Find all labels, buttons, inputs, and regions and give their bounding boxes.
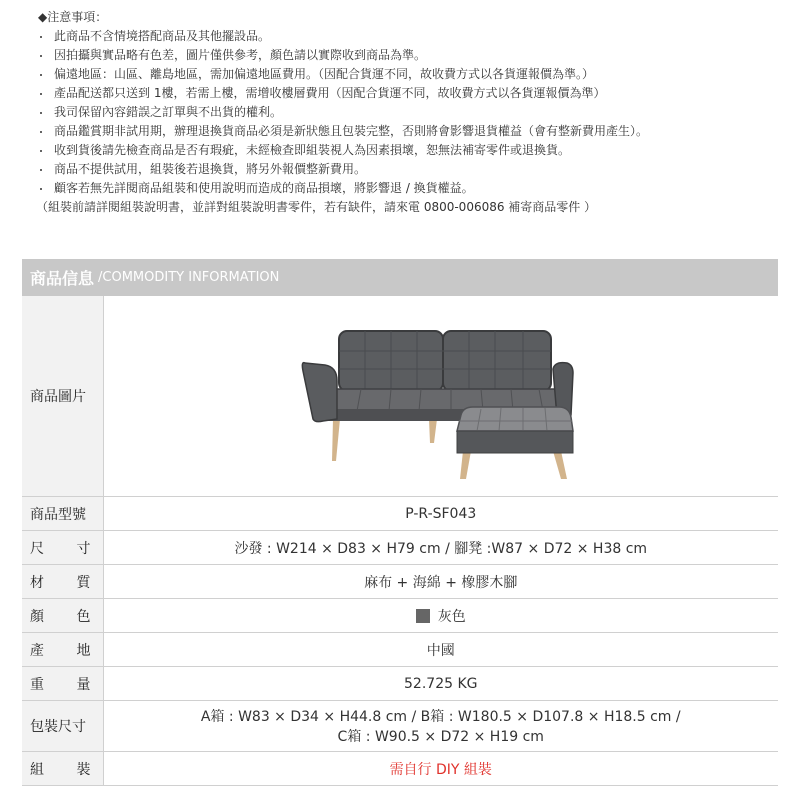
model-value: P-R-SF043 <box>103 497 778 531</box>
ottoman-top <box>457 407 573 431</box>
size-label: 尺 寸 <box>30 540 91 557</box>
color-value: 灰色 <box>437 608 466 625</box>
package-line-2: C箱 : W90.5 × D72 × H19 cm <box>337 729 544 745</box>
color-swatch <box>416 609 430 623</box>
sofa-left-arm <box>302 363 337 422</box>
info-title: 商品信息 <box>30 269 95 288</box>
weight-value: 52.725 KG <box>103 667 778 701</box>
ottoman-leg <box>460 451 471 479</box>
sofa-image <box>291 311 591 481</box>
sofa-leg <box>429 419 437 443</box>
model-label: 商品型號 <box>22 497 103 531</box>
notes-footer: （組裝前請詳閱組裝說明書，並詳對組裝說明書零件，若有缺件，請來電 0800-006086 補寄商品零件 ） <box>36 200 597 214</box>
commodity-info <box>22 259 778 786</box>
package-label: 包裝尺寸 <box>22 701 103 752</box>
notes-item: 我司保留內容錯誤之訂單與不出貨的權利。 <box>36 103 776 122</box>
spec-row-assembly <box>22 752 778 786</box>
spec-row-origin <box>22 633 778 667</box>
spec-table <box>22 296 778 786</box>
notes-item: 商品不提供試用，組裝後若退換貨，將另外報價整新費用。 <box>36 160 776 179</box>
image-label: 商品圖片 <box>22 296 103 497</box>
notes-section <box>36 8 776 217</box>
notes-item: 產品配送都只送到 1樓，若需上樓，需增收樓層費用（因配合貨運不同，故收費方式以各貨運報價為準） <box>36 84 776 103</box>
notes-item: 商品鑑賞期非試用期，辦理退換貨商品必須是新狀態且包裝完整，否則將會影響退貨權益（會有整新費用產生）。 <box>36 122 776 141</box>
notes-list <box>36 27 776 198</box>
spec-row-package <box>22 701 778 752</box>
assembly-label: 組 裝 <box>30 761 91 778</box>
notes-title: ◆注意事項： <box>38 10 108 24</box>
ottoman-base <box>457 431 573 453</box>
info-subtitle: /COMMODITY INFORMATION <box>98 270 280 285</box>
weight-label: 重 量 <box>30 676 91 693</box>
notes-item: 因拍攝與實品略有色差，圖片僅供參考，顏色請以實際收到商品為準。 <box>36 46 776 65</box>
notes-item: 偏遠地區：山區、離島地區，需加偏遠地區費用。（因配合貨運不同，故收費方式以各貨運報價為準。） <box>36 65 776 84</box>
ottoman-leg <box>553 451 567 479</box>
color-label: 顏 色 <box>30 608 91 625</box>
spec-row-image <box>22 296 778 497</box>
spec-row-color <box>22 599 778 633</box>
sofa-leg <box>332 419 340 461</box>
spec-row-model <box>22 497 778 531</box>
sofa-back-cushion <box>443 331 551 391</box>
spec-row-size <box>22 531 778 565</box>
material-value: 麻布 + 海綿 + 橡膠木腳 <box>103 565 778 599</box>
material-label: 材 質 <box>30 574 91 591</box>
notes-item: 顧客若無先詳閱商品組裝和使用說明而造成的商品損壞，將影響退 / 換貨權益。 <box>36 179 776 198</box>
spec-row-weight <box>22 667 778 701</box>
origin-value: 中國 <box>103 633 778 667</box>
info-header <box>22 259 778 296</box>
notes-item: 收到貨後請先檢查商品是否有瑕疵，未經檢查即組裝視人為因素損壞，恕無法補寄零件或退換貨。 <box>36 141 776 160</box>
origin-label: 產 地 <box>30 642 91 659</box>
size-value: 沙發 : W214 × D83 × H79 cm / 腳凳 :W87 × D72 × H38 cm <box>103 531 778 565</box>
package-line-1: A箱 : W83 × D34 × H44.8 cm / B箱 : W180.5 × D107.8 × H18.5 cm / <box>200 709 681 725</box>
assembly-value: 需自行 DIY 組裝 <box>103 752 778 786</box>
spec-row-material <box>22 565 778 599</box>
product-image <box>104 311 779 481</box>
notes-item: 此商品不含情境搭配商品及其他擺設品。 <box>36 27 776 46</box>
